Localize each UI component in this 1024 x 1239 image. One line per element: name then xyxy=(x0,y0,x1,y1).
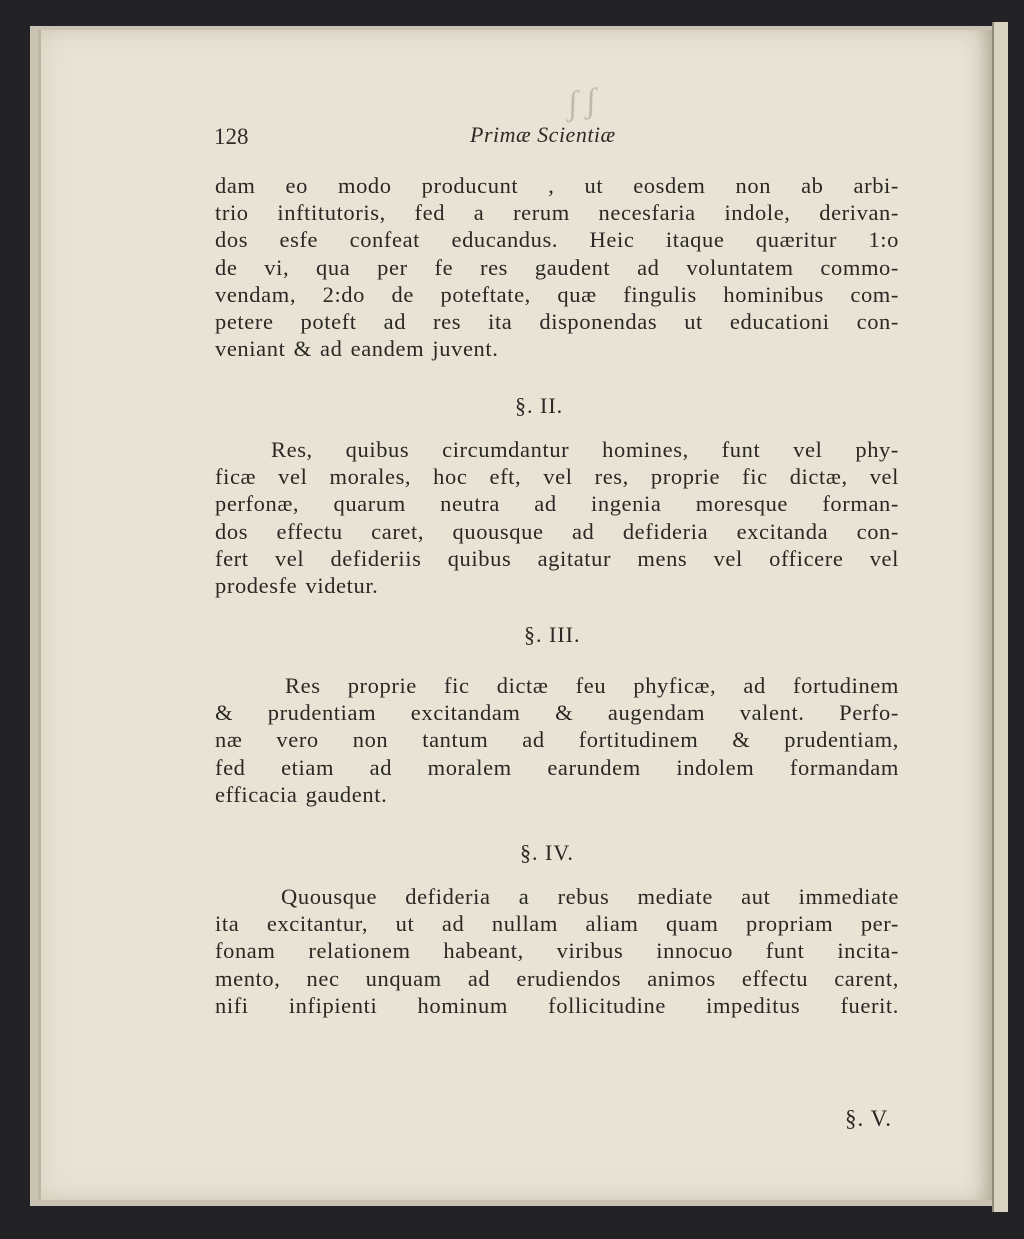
section-heading-4: §. IV. xyxy=(520,840,574,865)
section-3-paragraph xyxy=(215,672,899,808)
next-page-edge xyxy=(992,22,1008,1212)
faint-pencil-mark: ʃ ʃ xyxy=(565,82,599,123)
section-heading-2: §. II. xyxy=(515,393,564,418)
text-line: mento, nec unquam ad erudiendos animos effectu carent, xyxy=(215,965,899,991)
page-number: 128 xyxy=(214,124,249,149)
text-line: dos effectu caret, quousque ad defideria excitanda con- xyxy=(215,518,899,544)
text-line: veniant & ad eandem juvent. xyxy=(215,336,499,362)
text-line: nifi infipienti hominum follicitudine impeditus fuerit. xyxy=(215,992,899,1018)
text-line: Res, quibus circumdantur homines, funt vel phy- xyxy=(271,437,899,462)
text-line: dam eo modo producunt , ut eosdem non ab arbi- xyxy=(215,173,899,198)
running-title: Primæ Scientiæ xyxy=(470,122,616,147)
section-2-paragraph xyxy=(215,436,899,599)
section-4-paragraph xyxy=(215,883,899,1019)
text-line: & prudentiam excitandam & augendam valent. Perfo- xyxy=(215,700,899,726)
paragraph-continuation xyxy=(215,172,899,362)
text-line: perfonæ, quarum neutra ad ingenia moresque forman- xyxy=(215,491,899,517)
text-line: Quousque defideria a rebus mediate aut immediate xyxy=(281,884,899,909)
text-line: ficæ vel morales, hoc eft, vel res, proprie fic dictæ, vel xyxy=(215,464,899,490)
text-line: prodesfe videtur. xyxy=(215,573,379,599)
section-heading-3: §. III. xyxy=(524,622,581,647)
text-line: dos esfe confeat educandus. Heic itaque quæritur 1:o xyxy=(215,227,899,253)
text-line: ita excitantur, ut ad nullam aliam quam propriam per- xyxy=(215,911,899,937)
text-line: trio inftitutoris, fed a rerum necesfaria indole, derivan- xyxy=(215,200,899,226)
text-line: petere poteft ad res ita disponendas ut educationi con- xyxy=(215,309,899,335)
text-line: fert vel defideriis quibus agitatur mens vel officere vel xyxy=(215,545,899,571)
text-line: Res proprie fic dictæ feu phyficæ, ad fortudinem xyxy=(285,673,899,698)
catchword: §. V. xyxy=(845,1106,892,1131)
text-line: vendam, 2:do de poteftate, quæ fingulis hominibus com- xyxy=(215,281,899,307)
text-line: de vi, qua per fe res gaudent ad voluntatem commo- xyxy=(215,254,899,280)
text-line: næ vero non tantum ad fortitudinem & prudentiam, xyxy=(215,727,899,753)
text-line: fonam relationem habeant, viribus innocuo funt incita- xyxy=(215,938,899,964)
text-line: fed etiam ad moralem earundem indolem formandam xyxy=(215,754,899,780)
text-line: efficacia gaudent. xyxy=(215,781,388,807)
